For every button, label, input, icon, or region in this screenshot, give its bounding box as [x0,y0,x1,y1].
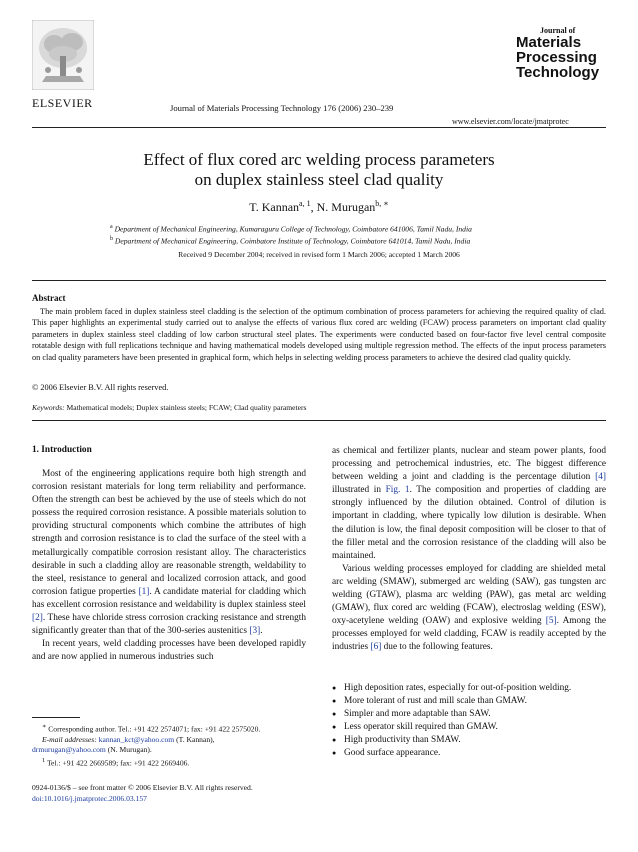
journal-name-line-3: Technology [516,64,600,81]
author-murugan: N. Murugan [316,200,376,214]
author-murugan-affil-mark: b, ∗ [375,199,389,208]
affiliation-a-text: Department of Mechanical Engineering, Kumaraguru College of Technology, Coimbatore 641006, Tamil Nadu, India [114,224,472,234]
list-item: ● More tolerant of rust and mill scale than GMAW. [332,695,606,708]
issn-line: 0924-0136/$ – see front matter © 2006 Elsevier B.V. All rights reserved. [32,783,253,792]
email-link-murugan[interactable]: drmurugan@yahoo.com [32,745,106,755]
journal-name-line-2: Processing [516,49,597,66]
footnote-divider [32,717,80,718]
intro-paragraph-3: Various welding processes employed for cladding are shielded metal arc welding (SMAW), submerged arc welding (SAW), gas tungsten arc welding (GTAW), plasma arc welding (PAW), gas metal arc welding (GMAW), flux cored arc welding (FCAW), electroslag welding (ESW), oxy-acetylene welding (OAW) and explosive welding [5]. Among the processes employed for weld cladding, FCAW is readily accepted by the industries [6] due to the following features. [332,563,606,653]
journal-name-line-1: Materials [516,34,582,51]
author-kannan: T. Kannan [249,200,300,214]
abstract-heading: Abstract [32,293,66,303]
reference-link-1[interactable]: [1] [138,586,150,597]
keywords [32,403,306,412]
list-item: ● High deposition rates, especially for out-of-position welding. [332,682,606,695]
figure-link-1[interactable]: Fig. 1 [385,485,410,496]
section-heading-introduction: 1. Introduction [32,445,92,455]
intro-paragraph-2-cont: as chemical and fertilizer plants, nuclear and steam power plants, food processing and petrochemical industries, etc. The biggest difference between welding a joint and cladding is the percentage dilution [4] illustrated in Fig. 1. The composition and properties of cladding are strongly influenced by the dilution obtained. Control of dilution is important in cladding, where typically low dilution is desirable. When the dilution is low, the final deposit composition will be closer to that of the filler metal and the corrosion resistance of the cladding will also be maintained. [332,446,606,561]
list-item: ● Good surface appearance. [332,747,606,760]
journal-of-label: Journal of [540,26,576,35]
abstract-top-divider [32,280,606,281]
reference-link-3[interactable]: [3] [249,626,261,637]
intro-right-column [332,445,606,655]
list-item: ● Less operator skill required than GMAW. [332,721,606,734]
reference-link-5[interactable]: [5] [545,616,557,627]
footnote-emails-cont: drmurugan@yahoo.com (N. Murugan). [32,745,152,755]
affiliation-b-mark: b [110,236,113,242]
publisher-name: ELSEVIER [32,96,93,110]
keywords-list: Mathematical models; Duplex stainless steels; FCAW; Clad quality parameters [66,403,307,412]
abstract-text: The main problem faced in duplex stainless steel cladding is the selection of the optimum combination of process parameters for achieving the required quality of clad. This paper highlights an experimental study carried out to analyse the effects of various flux cored arc welding (FCAW) process parameters on important clad quality parameters in duplex stainless steel cladding of low carbon structural steel plates. The experiments were conducted based on four-factor five level central composite rotatable design with full replications technique and having mathematical models developed using multiple regression method. The effects of the input process parameters on clad quality parameters have been presented in graphical form, which helps in selecting welding process parameters to achieve the desired clad quality quickly. [32,307,606,362]
article-front-matter [32,783,253,804]
title-line-1: Effect of flux cored arc welding process parameters [143,150,495,169]
reference-link-2[interactable]: [2] [32,613,43,624]
affiliation-b [110,236,470,246]
received-dates: Received 9 December 2004; received in revised form 1 March 2006; accepted 1 March 2006 [178,250,460,259]
abstract-copyright: © 2006 Elsevier B.V. All rights reserved. [32,383,169,392]
header-divider [32,127,606,128]
list-item: ● High productivity than SMAW. [332,734,606,747]
author-kannan-affil-mark: a, 1 [299,199,311,208]
author-list [60,199,578,215]
footnote-corresponding-author: ∗ Corresponding author. Tel.: +91 422 2574071; fax: +91 422 2575020. [42,723,261,734]
list-item: ● Simpler and more adaptable than SAW. [332,708,606,721]
journal-citation: Journal of Materials Processing Technology 176 (2006) 230–239 [170,103,394,113]
affiliation-b-text: Department of Mechanical Engineering, Coimbatore Institute of Technology, Coimbatore 641014, Tamil Nadu, India [114,236,471,246]
footnote-emails: E-mail addresses: kannan_kct@yahoo.com (T. Kannan), [42,734,215,744]
reference-link-4[interactable]: [4] [595,472,606,483]
doi-link[interactable]: doi:10.1016/j.jmatprotec.2006.03.157 [32,793,147,803]
elsevier-logo [32,20,94,100]
abstract-bottom-divider [32,420,606,421]
intro-left-column [32,468,306,664]
journal-url-link[interactable]: www.elsevier.com/locate/jmatprotec [452,117,569,126]
email-link-kannan[interactable]: kannan_kct@yahoo.com [98,734,175,744]
footnote-tel: $^1$ Tel.: +91 422 2669589; fax: +91 422 2669406. [42,756,190,768]
keywords-label: Keywords: [32,403,65,412]
author-separator: , [310,200,317,214]
tree-icon [32,20,94,90]
affiliation-a-mark: a [110,224,113,230]
footnotes [32,722,306,769]
intro-paragraph-1: Most of the engineering applications require both high strength and corrosion resistant materials for long term reliability and performance. Often the strength can best be achieved by the use of steels which do not possess the required corrosion resistance. A possible materials solution to providing structural components which combine the attributes of high strength and corrosion resistance is to clad the surface of the steel with a metallurgically compatible corrosion resistant alloy. The characteristics desirable in such a cladding alloy are reasonable strength, weldability to the steel, resistance to general and localized corrosion attack, and good corrosion fatigue properties [1]. A candidate material for cladding which has excellent corrosion resistance and weldability is duplex stainless steel [2]. These have chloride stress corrosion cracking resistance and strength significantly greater than that of the 300-series austenitics [3]. [32,469,306,637]
affiliation-a [110,224,472,234]
journal-title-block [516,26,616,80]
reference-link-6[interactable]: [6] [370,642,382,653]
title-line-2: on duplex stainless steel clad quality [194,170,444,189]
intro-paragraph-2: In recent years, weld cladding processes have been developed rapidly and are now applied in numerous industries such [32,639,306,663]
article-title [60,150,578,190]
fcaw-features-list [332,682,606,761]
